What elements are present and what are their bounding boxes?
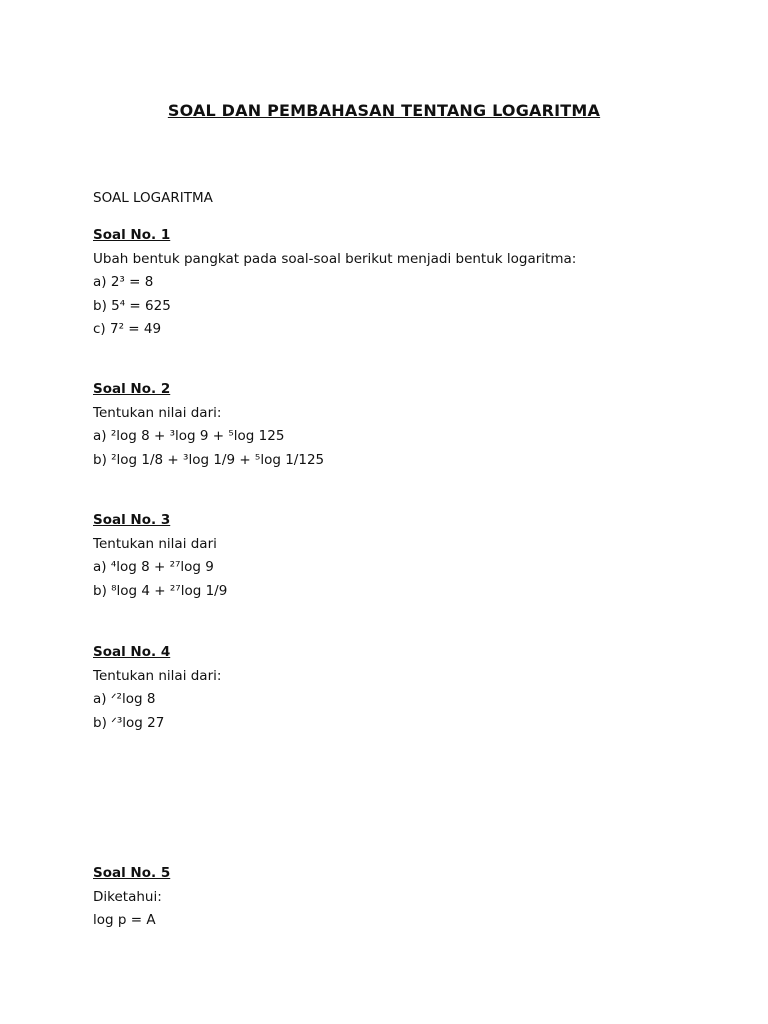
question-3-item-b: b) ⁸log 4 + ²⁷log 1/9 <box>93 582 228 599</box>
document-title: SOAL DAN PEMBAHASAN TENTANG LOGARITMA <box>167 101 601 120</box>
question-3-heading: Soal No. 3 <box>93 512 171 528</box>
question-1-item-c: c) 7² = 49 <box>93 321 162 337</box>
question-5-instruction: Diketahui: <box>93 888 162 905</box>
question-2-item-a: a) ²log 8 + ³log 9 + ⁵log 125 <box>93 428 285 444</box>
question-4-item-b: b) ᐟ³log 27 <box>93 714 165 731</box>
question-3-instruction: Tentukan nilai dari <box>93 535 217 552</box>
question-4-heading: Soal No. 4 <box>93 644 171 660</box>
question-5 <box>93 862 713 933</box>
question-2-item-b: b) ²log 1/8 + ³log 1/9 + ⁵log 1/125 <box>93 451 325 468</box>
question-5-heading: Soal No. 5 <box>93 865 171 881</box>
question-2 <box>93 378 713 472</box>
question-4 <box>93 641 713 735</box>
question-1-instruction: Ubah bentuk pangkat pada soal-soal berikut menjadi bentuk logaritma: <box>93 250 577 267</box>
question-1 <box>93 224 713 342</box>
question-3 <box>93 509 713 603</box>
question-4-instruction: Tentukan nilai dari: <box>93 667 222 684</box>
question-1-item-b: b) 5⁴ = 625 <box>93 297 171 314</box>
question-1-item-a: a) 2³ = 8 <box>93 274 154 290</box>
question-2-instruction: Tentukan nilai dari: <box>93 404 222 421</box>
question-1-heading: Soal No. 1 <box>93 227 171 243</box>
question-4-item-a: a) ᐟ²log 8 <box>93 691 156 707</box>
question-2-heading: Soal No. 2 <box>93 381 171 397</box>
question-3-item-a: a) ⁴log 8 + ²⁷log 9 <box>93 559 214 575</box>
section-heading: SOAL LOGARITMA <box>93 190 213 206</box>
question-5-given: log p = A <box>93 912 156 928</box>
